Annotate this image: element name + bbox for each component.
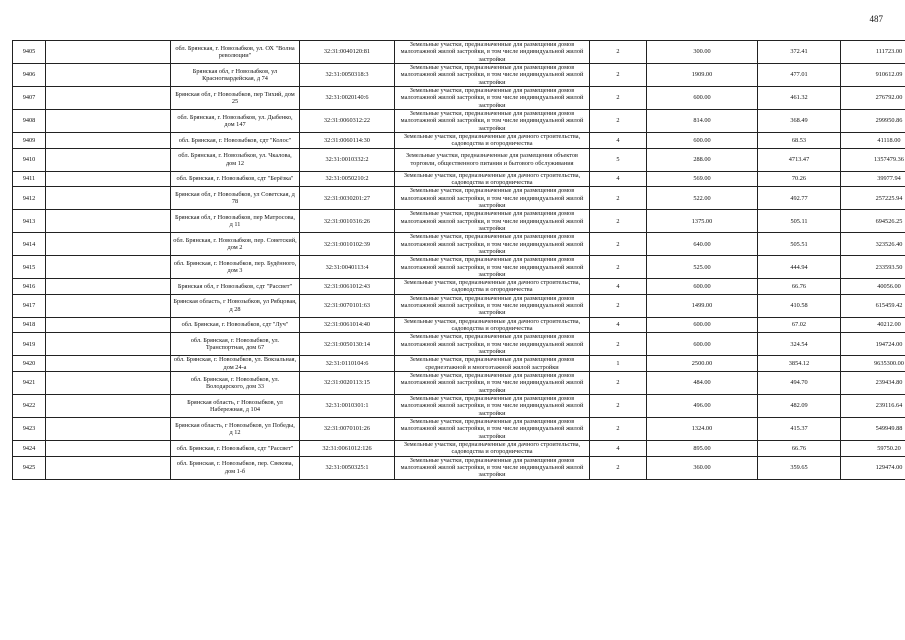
table-row	[13, 333, 905, 356]
cadastral-number-cell: 32:31:0010301:1	[300, 394, 395, 417]
cadastral-number-cell: 32:31:0061012:126	[300, 440, 395, 456]
address-cell: обл. Брянская, г. Новозыбков, сдт "Луч"	[171, 317, 300, 333]
cadastral-number-cell: 32:31:0070101:26	[300, 417, 395, 440]
address-cell: обл. Брянская, г. Новозыбков, сдт "Рассвет"	[171, 440, 300, 456]
table-row	[13, 148, 905, 171]
row-number: 9421	[13, 371, 46, 394]
cadastral-number-cell: 32:31:0110104:6	[300, 356, 395, 372]
row-number: 9415	[13, 256, 46, 279]
group-cell: 2	[590, 41, 647, 64]
cadastral-number-cell: 32:31:0010102:39	[300, 233, 395, 256]
cadastral-value-cell: 111723.00	[841, 41, 905, 64]
group-cell: 4	[590, 317, 647, 333]
row-number: 9412	[13, 187, 46, 210]
land-use-cell: Земельные участки, предназначенные для размещения домов малоэтажной жилой застройки, в том числе индивидуальной жилой застройки	[395, 210, 590, 233]
address-cell: Брянская область, г Новозыбков, ул Набережная, д 104	[171, 394, 300, 417]
cadastral-value-cell: 276792.00	[841, 87, 905, 110]
area-cell: 600.00	[647, 333, 758, 356]
cadastral-number-cell: 32:31:0010316:26	[300, 210, 395, 233]
area-cell: 300.00	[647, 41, 758, 64]
land-use-cell: Земельные участки, предназначенные для размещения домов малоэтажной жилой застройки, в том числе индивидуальной жилой застройки	[395, 256, 590, 279]
table-row	[13, 317, 905, 333]
land-use-cell: Земельные участки, предназначенные для размещения домов малоэтажной жилой застройки, в том числе индивидуальной жилой застройки	[395, 417, 590, 440]
cadastral-value-cell: 549949.88	[841, 417, 905, 440]
group-cell: 2	[590, 417, 647, 440]
cadastral-number-cell: 32:31:0050325:1	[300, 456, 395, 479]
address-cell: обл. Брянская, г. Новозыбков, ул. ОХ "Волна революции"	[171, 41, 300, 64]
blank-column	[46, 417, 171, 440]
table-row	[13, 394, 905, 417]
cadastral-number-cell: 32:31:0020113:15	[300, 371, 395, 394]
unit-value-cell: 477.01	[758, 64, 841, 87]
unit-value-cell: 461.32	[758, 87, 841, 110]
area-cell: 569.00	[647, 171, 758, 187]
unit-value-cell: 494.70	[758, 371, 841, 394]
area-cell: 600.00	[647, 317, 758, 333]
address-cell: Брянская обл, г Новозыбков, сдт "Рассвет"	[171, 279, 300, 295]
cadastral-value-cell: 41118.00	[841, 133, 905, 149]
table-row	[13, 41, 905, 64]
land-use-cell: Земельные участки, предназначенные для дачного строительства, садоводства и огородничества	[395, 279, 590, 295]
group-cell: 2	[590, 394, 647, 417]
group-cell: 2	[590, 233, 647, 256]
land-use-cell: Земельные участки, предназначенные для дачного строительства, садоводства и огородничества	[395, 133, 590, 149]
cadastral-value-cell: 257225.94	[841, 187, 905, 210]
unit-value-cell: 68.53	[758, 133, 841, 149]
table-row	[13, 233, 905, 256]
table-row	[13, 279, 905, 295]
cadastral-value-cell: 59750.20	[841, 440, 905, 456]
cadastral-number-cell: 32:31:0050210:2	[300, 171, 395, 187]
land-use-cell: Земельные участки, предназначенные для размещения домов малоэтажной жилой застройки, в том числе индивидуальной жилой застройки	[395, 394, 590, 417]
land-use-cell: Земельные участки, предназначенные для размещения домов малоэтажной жилой застройки, в том числе индивидуальной жилой застройки	[395, 187, 590, 210]
address-cell: Брянская обл, г Новозыбков, пер Матросова, д 11	[171, 210, 300, 233]
table-row	[13, 171, 905, 187]
unit-value-cell: 70.26	[758, 171, 841, 187]
cadastral-number-cell: 32:31:0010332:2	[300, 148, 395, 171]
cadastral-value-cell: 233593.50	[841, 256, 905, 279]
address-cell: обл. Брянская, г. Новозыбков, пер. Советский, дом 2	[171, 233, 300, 256]
area-cell: 600.00	[647, 87, 758, 110]
row-number: 9425	[13, 456, 46, 479]
cadastral-number-cell: 32:31:0060312:22	[300, 110, 395, 133]
unit-value-cell: 492.77	[758, 187, 841, 210]
blank-column	[46, 440, 171, 456]
group-cell: 4	[590, 171, 647, 187]
table-row	[13, 371, 905, 394]
blank-column	[46, 64, 171, 87]
cadastral-value-cell: 694526.25	[841, 210, 905, 233]
blank-column	[46, 394, 171, 417]
cadastral-number-cell: 32:31:0020140:6	[300, 87, 395, 110]
table-row	[13, 133, 905, 149]
cadastral-value-cell: 1357479.36	[841, 148, 905, 171]
table-row	[13, 187, 905, 210]
blank-column	[46, 456, 171, 479]
area-cell: 640.00	[647, 233, 758, 256]
row-number: 9408	[13, 110, 46, 133]
land-use-cell: Земельные участки, предназначенные для размещения домов малоэтажной жилой застройки, в том числе индивидуальной жилой застройки	[395, 233, 590, 256]
cadastral-value-cell: 39977.94	[841, 171, 905, 187]
land-use-cell: Земельные участки, предназначенные для размещения домов малоэтажной жилой застройки, в том числе индивидуальной жилой застройки	[395, 110, 590, 133]
address-cell: обл. Брянская, г. Новозыбков, сдт "Берёзка"	[171, 171, 300, 187]
cadastral-number-cell: 32:31:0030201:27	[300, 187, 395, 210]
blank-column	[46, 317, 171, 333]
row-number: 9405	[13, 41, 46, 64]
land-use-cell: Земельные участки, предназначенные для дачного строительства, садоводства и огородничества	[395, 440, 590, 456]
area-cell: 360.00	[647, 456, 758, 479]
land-use-cell: Земельные участки, предназначенные для размещения домов малоэтажной жилой застройки, в том числе индивидуальной жилой застройки	[395, 41, 590, 64]
row-number: 9409	[13, 133, 46, 149]
table-row	[13, 87, 905, 110]
unit-value-cell: 359.65	[758, 456, 841, 479]
blank-column	[46, 171, 171, 187]
group-cell: 2	[590, 87, 647, 110]
address-cell: обл. Брянская, г. Новозыбков, пер. Будённого, дом 3	[171, 256, 300, 279]
unit-value-cell: 482.09	[758, 394, 841, 417]
table-row	[13, 64, 905, 87]
land-use-cell: Земельные участки, предназначенные для размещения домов малоэтажной жилой застройки, в том числе индивидуальной жилой застройки	[395, 456, 590, 479]
table-row	[13, 440, 905, 456]
cadastral-value-cell: 40212.00	[841, 317, 905, 333]
group-cell: 5	[590, 148, 647, 171]
cadastral-number-cell: 32:31:0050318:3	[300, 64, 395, 87]
row-number: 9406	[13, 64, 46, 87]
area-cell: 2500.00	[647, 356, 758, 372]
group-cell: 2	[590, 294, 647, 317]
blank-column	[46, 233, 171, 256]
cadastral-value-cell: 129474.00	[841, 456, 905, 479]
row-number: 9413	[13, 210, 46, 233]
group-cell: 2	[590, 333, 647, 356]
address-cell: Брянская обл, г Новозыбков, пер Тихий, дом 25	[171, 87, 300, 110]
address-cell: обл. Брянская, г. Новозыбков, ул. Чкалова, дом 12	[171, 148, 300, 171]
area-cell: 522.00	[647, 187, 758, 210]
group-cell: 2	[590, 256, 647, 279]
land-use-cell: Земельные участки, предназначенные для размещения домов малоэтажной жилой застройки, в том числе индивидуальной жилой застройки	[395, 371, 590, 394]
cadastral-number-cell: 32:31:0040120:81	[300, 41, 395, 64]
unit-value-cell: 66.76	[758, 279, 841, 295]
land-use-cell: Земельные участки, предназначенные для размещения домов малоэтажной жилой застройки, в том числе индивидуальной жилой застройки	[395, 64, 590, 87]
cadastral-number-cell: 32:31:0060114:30	[300, 133, 395, 149]
land-use-cell: Земельные участки, предназначенные для размещения домов малоэтажной жилой застройки, в том числе индивидуальной жилой застройки	[395, 294, 590, 317]
table-row	[13, 417, 905, 440]
address-cell: обл. Брянская, г. Новозыбков, ул. Володарского, дом 33	[171, 371, 300, 394]
land-use-cell: Земельные участки, предназначенные для размещения домов малоэтажной жилой застройки, в том числе индивидуальной жилой застройки	[395, 87, 590, 110]
cadastral-number-cell: 32:31:0061014:40	[300, 317, 395, 333]
group-cell: 2	[590, 64, 647, 87]
blank-column	[46, 87, 171, 110]
area-cell: 600.00	[647, 133, 758, 149]
cadastral-number-cell: 32:31:0050130:14	[300, 333, 395, 356]
table-row	[13, 294, 905, 317]
cadastral-value-cell: 40056.00	[841, 279, 905, 295]
cadastral-value-cell: 239434.80	[841, 371, 905, 394]
row-number: 9414	[13, 233, 46, 256]
group-cell: 2	[590, 456, 647, 479]
unit-value-cell: 66.76	[758, 440, 841, 456]
group-cell: 4	[590, 440, 647, 456]
address-cell: обл. Брянская, г. Новозыбков, ул. Дыбенко, дом 147	[171, 110, 300, 133]
address-cell: обл. Брянская, г. Новозыбков, пер. Свекова, дом 1-б	[171, 456, 300, 479]
area-cell: 600.00	[647, 279, 758, 295]
row-number: 9423	[13, 417, 46, 440]
table-row	[13, 456, 905, 479]
cadastral-number-cell: 32:31:0061012:43	[300, 279, 395, 295]
area-cell: 1324.00	[647, 417, 758, 440]
land-use-cell: Земельные участки, предназначенные для размещения объектов торговли, общественного питания и бытового обслуживания	[395, 148, 590, 171]
group-cell: 2	[590, 371, 647, 394]
unit-value-cell: 410.58	[758, 294, 841, 317]
unit-value-cell: 4713.47	[758, 148, 841, 171]
address-cell: обл. Брянская, г. Новозыбков, ул. Транспортная, дом 67	[171, 333, 300, 356]
group-cell: 2	[590, 210, 647, 233]
area-cell: 525.00	[647, 256, 758, 279]
address-cell: обл. Брянская, г. Новозыбков, сдт "Колос"	[171, 133, 300, 149]
land-use-cell: Земельные участки, предназначенные для дачного строительства, садоводства и огородничества	[395, 171, 590, 187]
blank-column	[46, 133, 171, 149]
land-use-cell: Земельные участки, предназначенные для размещения домов среднеэтажной и многоэтажной жилой застройки	[395, 356, 590, 372]
cadastral-value-cell: 9635300.00	[841, 356, 905, 372]
unit-value-cell: 505.11	[758, 210, 841, 233]
area-cell: 1375.00	[647, 210, 758, 233]
row-number: 9419	[13, 333, 46, 356]
area-cell: 1909.00	[647, 64, 758, 87]
blank-column	[46, 41, 171, 64]
row-number: 9417	[13, 294, 46, 317]
address-cell: Брянская область, г Новозыбков, ул Победы, д 12	[171, 417, 300, 440]
unit-value-cell: 368.49	[758, 110, 841, 133]
cadastral-value-table	[12, 40, 905, 480]
unit-value-cell: 444.94	[758, 256, 841, 279]
unit-value-cell: 67.02	[758, 317, 841, 333]
address-cell: Брянская область, г Новозыбков, ул Рябцовая, д 28	[171, 294, 300, 317]
area-cell: 1499.00	[647, 294, 758, 317]
group-cell: 4	[590, 279, 647, 295]
cadastral-value-cell: 239116.64	[841, 394, 905, 417]
area-cell: 814.00	[647, 110, 758, 133]
row-number: 9420	[13, 356, 46, 372]
area-cell: 895.00	[647, 440, 758, 456]
cadastral-value-cell: 323526.40	[841, 233, 905, 256]
row-number: 9410	[13, 148, 46, 171]
table-row	[13, 210, 905, 233]
land-use-cell: Земельные участки, предназначенные для размещения домов малоэтажной жилой застройки, в том числе индивидуальной жилой застройки	[395, 333, 590, 356]
unit-value-cell: 3854.12	[758, 356, 841, 372]
address-cell: Брянская обл, г Новозыбков, ул Красногвардейская, д 74	[171, 64, 300, 87]
row-number: 9424	[13, 440, 46, 456]
address-cell: обл. Брянская, г. Новозыбков, ул. Вокзальная, дом 24-а	[171, 356, 300, 372]
area-cell: 484.00	[647, 371, 758, 394]
unit-value-cell: 505.51	[758, 233, 841, 256]
row-number: 9422	[13, 394, 46, 417]
address-cell: Брянская обл, г Новозыбков, ул Советская, д 78	[171, 187, 300, 210]
row-number: 9407	[13, 87, 46, 110]
table-row	[13, 256, 905, 279]
row-number: 9418	[13, 317, 46, 333]
page-number: 487	[869, 14, 883, 24]
cadastral-value-cell: 194724.00	[841, 333, 905, 356]
blank-column	[46, 187, 171, 210]
blank-column	[46, 148, 171, 171]
blank-column	[46, 279, 171, 295]
blank-column	[46, 110, 171, 133]
group-cell: 2	[590, 110, 647, 133]
cadastral-value-cell: 299950.86	[841, 110, 905, 133]
cadastral-number-cell: 32:31:0040113:4	[300, 256, 395, 279]
blank-column	[46, 333, 171, 356]
group-cell: 2	[590, 187, 647, 210]
blank-column	[46, 210, 171, 233]
cadastral-value-cell: 615459.42	[841, 294, 905, 317]
blank-column	[46, 294, 171, 317]
blank-column	[46, 356, 171, 372]
cadastral-number-cell: 32:31:0070101:63	[300, 294, 395, 317]
blank-column	[46, 371, 171, 394]
row-number: 9416	[13, 279, 46, 295]
blank-column	[46, 256, 171, 279]
unit-value-cell: 372.41	[758, 41, 841, 64]
row-number: 9411	[13, 171, 46, 187]
area-cell: 496.00	[647, 394, 758, 417]
table-row	[13, 110, 905, 133]
unit-value-cell: 324.54	[758, 333, 841, 356]
land-use-cell: Земельные участки, предназначенные для дачного строительства, садоводства и огородничества	[395, 317, 590, 333]
area-cell: 288.00	[647, 148, 758, 171]
group-cell: 1	[590, 356, 647, 372]
table-row	[13, 356, 905, 372]
cadastral-value-cell: 910612.09	[841, 64, 905, 87]
unit-value-cell: 415.37	[758, 417, 841, 440]
group-cell: 4	[590, 133, 647, 149]
